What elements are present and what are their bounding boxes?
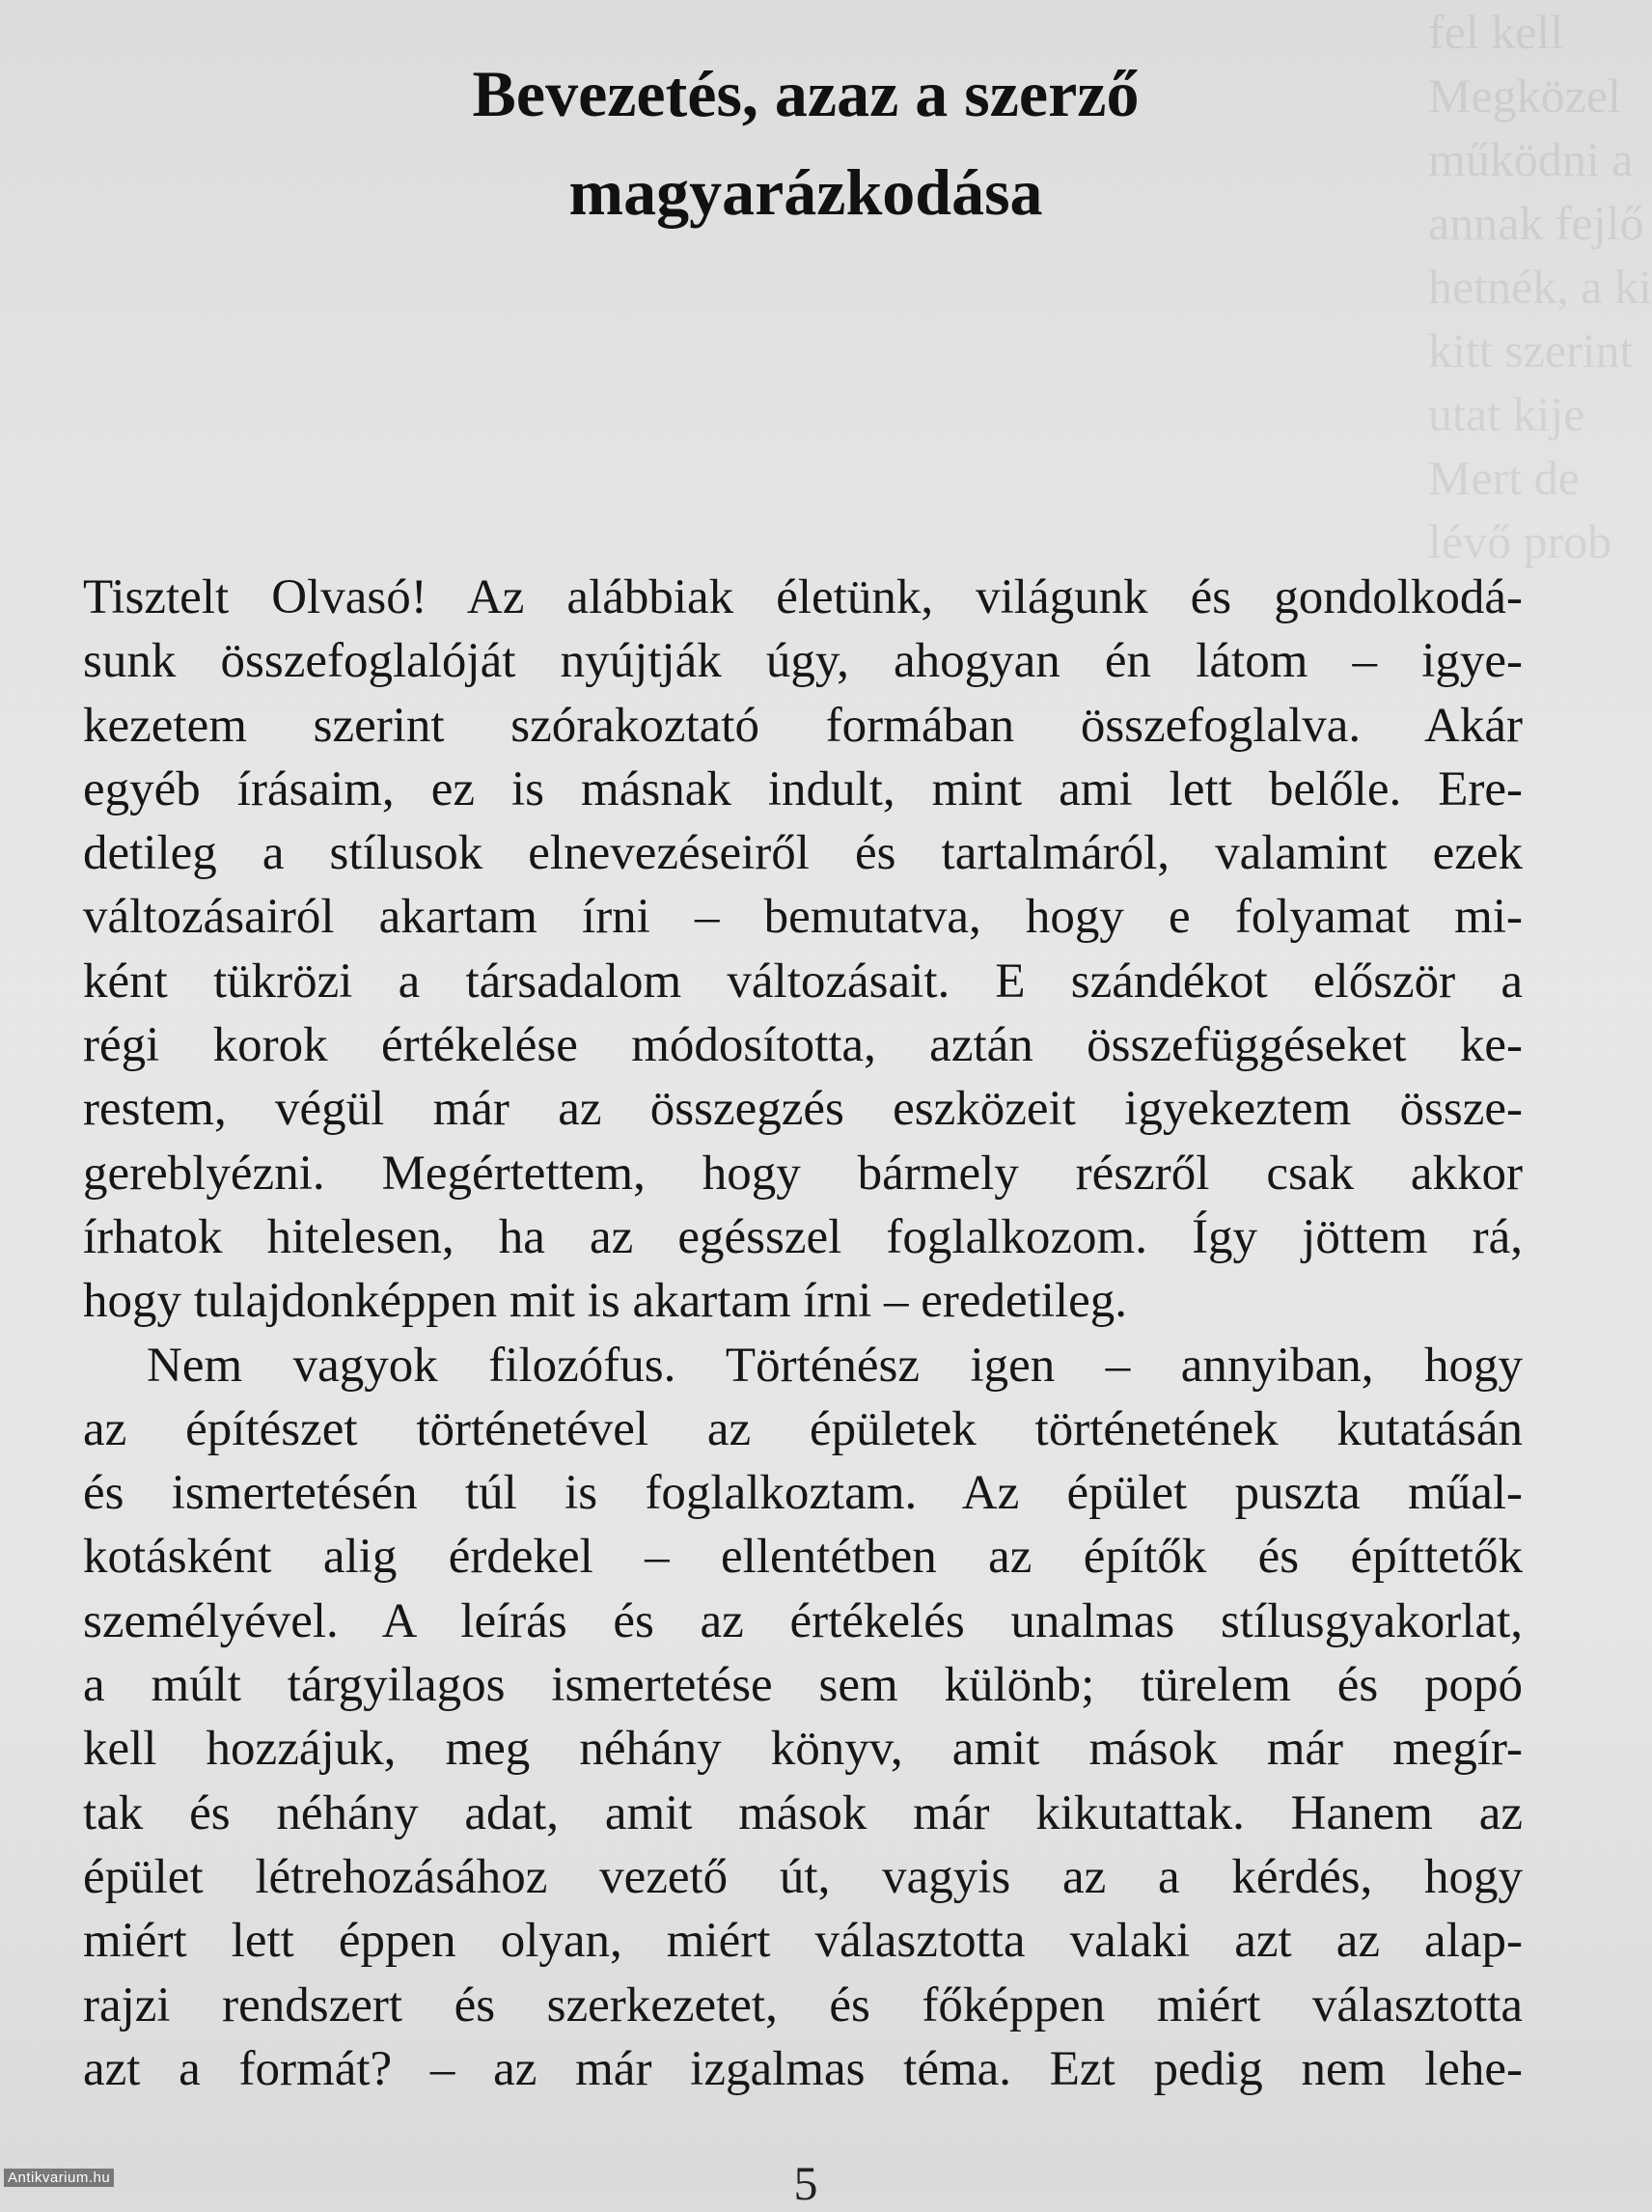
- text-line: és ismertetésén túl is foglalkoztam. Az épület puszta műal-: [83, 1466, 1523, 1521]
- text-line: az építészet történetével az épületek történetének kutatásán: [83, 1401, 1523, 1456]
- text-line: sunk összefoglalóját nyújtják úgy, ahogyan én látom – igye-: [83, 634, 1523, 689]
- text-line: épület létrehozásához vezető út, vagyis az a kérdés, hogy: [83, 1849, 1523, 1904]
- page-number: 5: [793, 2156, 818, 2210]
- text-line: hogy tulajdonképpen mit is akartam írni – eredetileg.: [83, 1274, 1128, 1329]
- bleed-through-text: fel kell Megközel működni a annak fejlő hetnék, a ki kitt szerint utat kije Mert de lévő prob: [1428, 5, 1652, 568]
- text-line: detileg a stílusok elnevezéseiről és tartalmáról, valamint ezek: [83, 826, 1523, 881]
- chapter-title-line-1: Bevezetés, azaz a szerző: [472, 56, 1140, 130]
- text-line: azt a formát? – az már izgalmas téma. Ezt pedig nem lehe-: [83, 2041, 1523, 2096]
- text-line: írhatok hitelesen, ha az egésszel foglalkozom. Így jöttem rá,: [83, 1209, 1523, 1264]
- text-line: rajzi rendszert és szerkezetet, és főképpen miért választotta: [83, 1977, 1523, 2032]
- body-text: [83, 566, 1523, 2101]
- text-line: Nem vagyok filozófus. Történész igen – annyiban, hogy: [147, 1338, 1523, 1393]
- text-line: kotásként alig érdekel – ellentétben az építők és építtetők: [83, 1530, 1523, 1585]
- text-line: Tisztelt Olvasó! Az alábbiak életünk, világunk és gondolkodá-: [83, 570, 1523, 624]
- text-line: a múlt tárgyilagos ismertetése sem különb; türelem és popó: [83, 1658, 1523, 1713]
- watermark: Antikvarium.hu: [4, 2169, 114, 2187]
- chapter-title-line-2: magyarázkodása: [568, 154, 1043, 229]
- text-line: miért lett éppen olyan, miért választotta valaki azt az alap-: [83, 1914, 1523, 1969]
- paragraph: [83, 566, 1523, 1334]
- text-line: egyéb írásaim, ez is másnak indult, mint ami lett belőle. Ere-: [83, 761, 1523, 816]
- text-line: tak és néhány adat, amit mások már kikutattak. Hanem az: [83, 1785, 1523, 1840]
- text-line: gereblyézni. Megértettem, hogy bármely részről csak akkor: [83, 1146, 1523, 1201]
- paragraph: [83, 1334, 1523, 2102]
- text-line: restem, végül már az összegzés eszközeit igyekeztem össze-: [83, 1082, 1523, 1137]
- text-line: változásairól akartam írni – bemutatva, hogy e folyamat mi-: [83, 890, 1523, 945]
- text-line: régi korok értékelése módosította, aztán összefüggéseket ke-: [83, 1018, 1523, 1073]
- text-line: személyével. A leírás és az értékelés unalmas stílusgyakorlat,: [83, 1593, 1523, 1648]
- text-line: kezetem szerint szórakoztató formában összefoglalva. Akár: [83, 698, 1523, 753]
- text-line: kell hozzájuk, meg néhány könyv, amit mások már megír-: [83, 1722, 1523, 1777]
- text-line: ként tükrözi a társadalom változásait. E szándékot először a: [83, 954, 1523, 1009]
